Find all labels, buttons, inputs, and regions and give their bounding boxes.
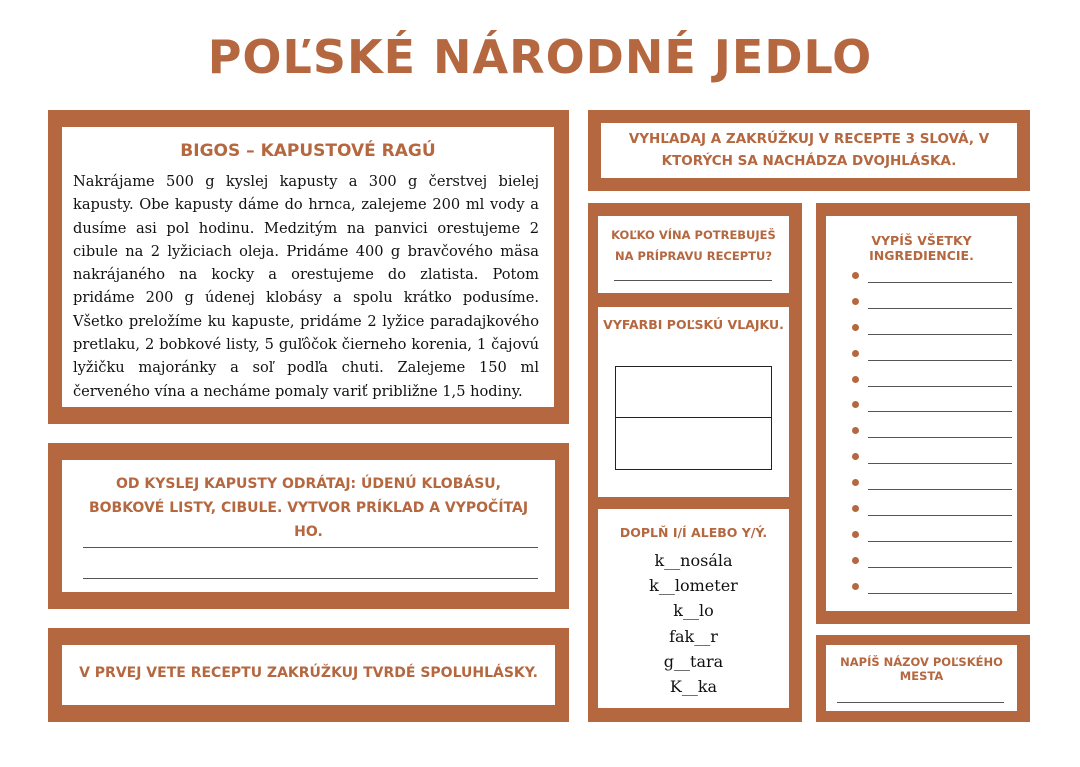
answer-line[interactable] (83, 578, 538, 579)
bullet-icon (852, 453, 859, 460)
subtract-task-card (48, 443, 569, 609)
fill-task-text: DOPLŇ I/Í ALEBO Y/Ý. (619, 525, 768, 540)
recipe-heading: BIGOS – KAPUSTOVÉ RAGÚ (180, 141, 436, 161)
polish-flag-outline[interactable] (615, 366, 772, 470)
ingredient-line[interactable] (852, 525, 1012, 551)
bullet-icon (852, 401, 859, 408)
flag-task-text: VYFARBI POĽSKÚ VLAJKU. (603, 317, 784, 332)
ingredient-line[interactable] (852, 577, 1012, 603)
ingredient-line[interactable] (852, 447, 1012, 473)
bullet-icon (852, 272, 859, 279)
diphthongs-task-text: VYHĽADAJ A ZAKRÚŽKUJ V RECEPTE 3 SLOVÁ, V KTORÝCH SA NACHÁDZA DVOJHLÁSKA. (628, 131, 990, 169)
fill-word[interactable]: K__ka (669, 677, 718, 697)
ingredients-task-text: VYPÍŠ VŠETKY INGREDIENCIE. (869, 233, 974, 263)
middle-column-card (588, 203, 802, 722)
bullet-icon (852, 557, 859, 564)
bullet-icon (852, 505, 859, 512)
wine-answer-line[interactable] (614, 280, 772, 281)
consonants-task-card (48, 628, 569, 722)
fill-word[interactable]: g__tara (663, 651, 724, 671)
ingredient-line[interactable] (852, 370, 1012, 396)
bullet-icon (852, 427, 859, 434)
city-task-text: NAPÍŠ NÁZOV POĽSKÉHO MESTA (840, 655, 1003, 683)
fill-word[interactable]: k__lometer (649, 576, 738, 596)
ingredient-line[interactable] (852, 499, 1012, 525)
flag-divider (616, 417, 771, 418)
bullet-icon (852, 298, 859, 305)
ingredients-list (852, 266, 1012, 603)
fill-word[interactable]: k__lo (673, 601, 714, 621)
bullet-icon (852, 583, 859, 590)
ingredient-line[interactable] (852, 421, 1012, 447)
answer-line[interactable] (83, 547, 538, 548)
subtract-task-text: OD KYSLEJ KAPUSTY ODRÁTAJ: ÚDENÚ KLOBÁSU, BOBKOVÉ LISTY, CIBULE. VYTVOR PRÍKLAD A VYPOČÍTAJ HO. (88, 476, 529, 540)
bullet-icon (852, 376, 859, 383)
wine-task-text: KOĽKO VÍNA POTREBUJEŠ NA PRÍPRAVU RECEPTU? (611, 228, 776, 263)
ingredient-line[interactable] (852, 318, 1012, 344)
city-task-card (816, 635, 1030, 722)
fill-word-list (598, 548, 789, 699)
fill-word[interactable]: fak__r (669, 626, 718, 646)
ingredients-card (816, 203, 1030, 624)
recipe-text: Nakrájame 500 g kyslej kapusty a 300 g čerstvej bielej kapusty. Obe kapusty dáme do hrnca, zalejeme 200 ml vody a dusíme asi pol hodinu. Medzitým na panvici orestujeme 2 cibule na 2 lyžiciach oleja. Pridáme 400 g bravčového mäsa nakrájaného na kocky a orestujeme do zlatista. Potom pridáme 200 g údenej klobásy a spolu krátko podusíme. Všetko preložíme ku kapuste, pridáme 2 lyžice paradajkového pretlaku, 2 bobkové listy, 5 guľôčok čierneho korenia, 1 čajovú lyžičku majoránky a soľ podľa chuti. Zalejeme 150 ml červeného vína a necháme pomaly variť približne 1,5 hodiny. (73, 173, 539, 400)
ingredient-line[interactable] (852, 551, 1012, 577)
ingredient-line[interactable] (852, 473, 1012, 499)
bullet-icon (852, 479, 859, 486)
consonants-task-text: V PRVEJ VETE RECEPTU ZAKRÚŽKUJ TVRDÉ SPOLUHLÁSKY. (79, 665, 538, 681)
city-answer-line[interactable] (837, 702, 1004, 703)
ingredient-line[interactable] (852, 266, 1012, 292)
diphthongs-task-card (588, 110, 1030, 191)
ingredient-line[interactable] (852, 292, 1012, 318)
ingredient-line[interactable] (852, 395, 1012, 421)
bullet-icon (852, 324, 859, 331)
bullet-icon (852, 531, 859, 538)
ingredient-line[interactable] (852, 344, 1012, 370)
page-title: POĽSKÉ NÁRODNÉ JEDLO (207, 30, 873, 84)
bullet-icon (852, 350, 859, 357)
recipe-card (48, 110, 569, 424)
fill-word[interactable]: k__nosála (654, 551, 733, 570)
